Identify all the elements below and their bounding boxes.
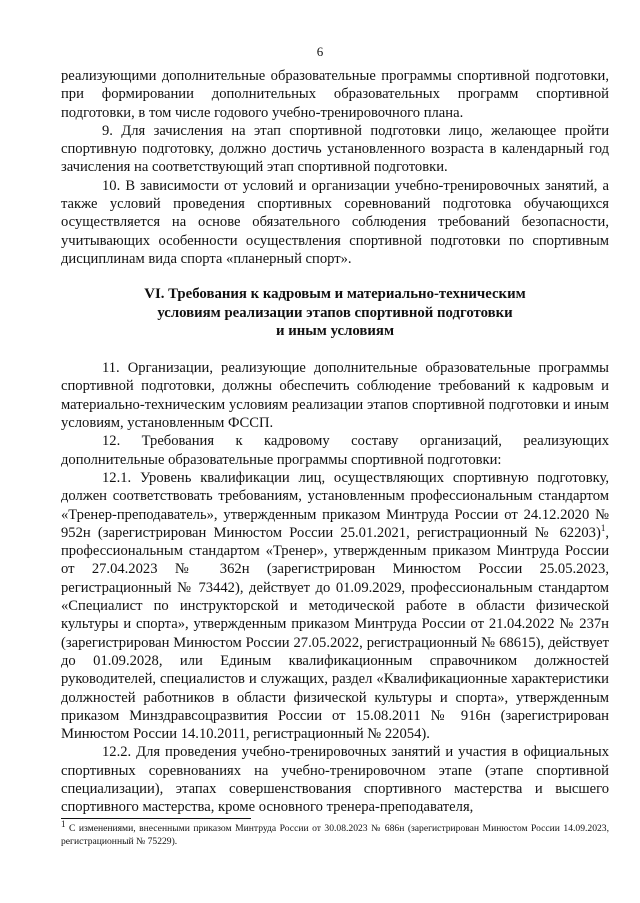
- footnote-marker: 1: [61, 818, 66, 829]
- paragraph-12-1-text-start: 12.1. Уровень квалификации лиц, осуществляющих спортивную подготовку, должен соответствовать требованиям, установленным профессиональным стандартом «Тренер-преподаватель», утвержденным приказом Минтруда России от 24.12.2020 № 952н (зарегистрирован Минюстом России 25.01.2021, регистрационный № 62203): [61, 469, 609, 541]
- page-number: 6: [316, 44, 324, 59]
- paragraph-9: 9. Для зачисления на этап спортивной подготовки лицо, желающее пройти спортивную подготовку, должно достичь установленного возраста в календарный год зачисления на соответствующий этап спортивной подготовки.: [61, 122, 609, 176]
- paragraph-12-2: 12.2. Для проведения учебно-тренировочных занятий и участия в официальных спортивных соревнованиях на учебно-тренировочном этапе (этапе спортивной специализации), этапах совершенствования спортивного мастерства и высшего спортивного мастерства, кроме основного тренера-преподавателя,: [61, 744, 609, 816]
- paragraph-10: 10. В зависимости от условий и организации учебно-тренировочных занятий, а также условий проведения спортивных соревнований подготовка обучающихся осуществляется на основе обязательного соблюдения требований безопасности, учитывающих особенности осуществления спортивной подготовки по спортивным дисциплинам вида спорта «планерный спорт».: [61, 177, 609, 267]
- section-heading-line: VI. Требования к кадровым и материально-техническим: [144, 286, 526, 303]
- footnote-reference: 1: [600, 522, 606, 533]
- paragraph-12: 12. Требования к кадровому составу организаций, реализующих дополнительные образовательные программы спортивной подготовки:: [61, 433, 609, 468]
- paragraph-12-1-text-end: , профессиональным стандартом «Тренер», утвержденным приказом Минтруда России от 27.04.2023 № 362н (зарегистрирован Минюстом России 25.05.2023, регистрационный № 73442), действует до 01.09.2029, профессиональным стандартом «Специалист по инструкторской и методической работе в области физической культуры и спорта», утвержденным приказом Минтруда России от 21.04.2022 № 237н (зарегистрирован Минюстом России 27.05.2022, регистрационный № 68615), действует до 01.09.2028, или Единым квалификационным справочником должностей руководителей, специалистов и служащих, раздел «Квалификационные характеристики должностей работников в области физической культуры и спорта», утвержденным приказом Минздравсоцразвития России от 15.08.2011 № 916н (зарегистрирован Минюстом России 14.10.2011, регистрационный № 22054).: [61, 524, 609, 743]
- footnote-divider: [61, 818, 251, 819]
- footnote: [61, 818, 609, 848]
- section-heading-line: условиям реализации этапов спортивной подготовки: [157, 304, 513, 321]
- document-body: [61, 67, 609, 817]
- section-heading: [61, 285, 609, 340]
- footnote-text: С изменениями, внесенными приказом Минтруда России от 30.08.2023 № 686н (зарегистрирован Минюстом России 14.09.2023, регистрационный № 75229).: [61, 823, 609, 847]
- paragraph-continuation: реализующими дополнительные образовательные программы спортивной подготовки, при формировании дополнительных образовательных программ спортивной подготовки, в том числе годового учебно-тренировочного плана.: [61, 68, 609, 121]
- paragraph-12-1: [61, 469, 609, 743]
- paragraph-11: 11. Организации, реализующие дополнительные образовательные программы спортивной подготовки, должны обеспечить соблюдение требований к кадровым и материально-техническим условиям реализации этапов спортивной подготовки и иным условиям, установленным ФССП.: [61, 360, 609, 432]
- section-heading-line: и иным условиям: [275, 322, 395, 339]
